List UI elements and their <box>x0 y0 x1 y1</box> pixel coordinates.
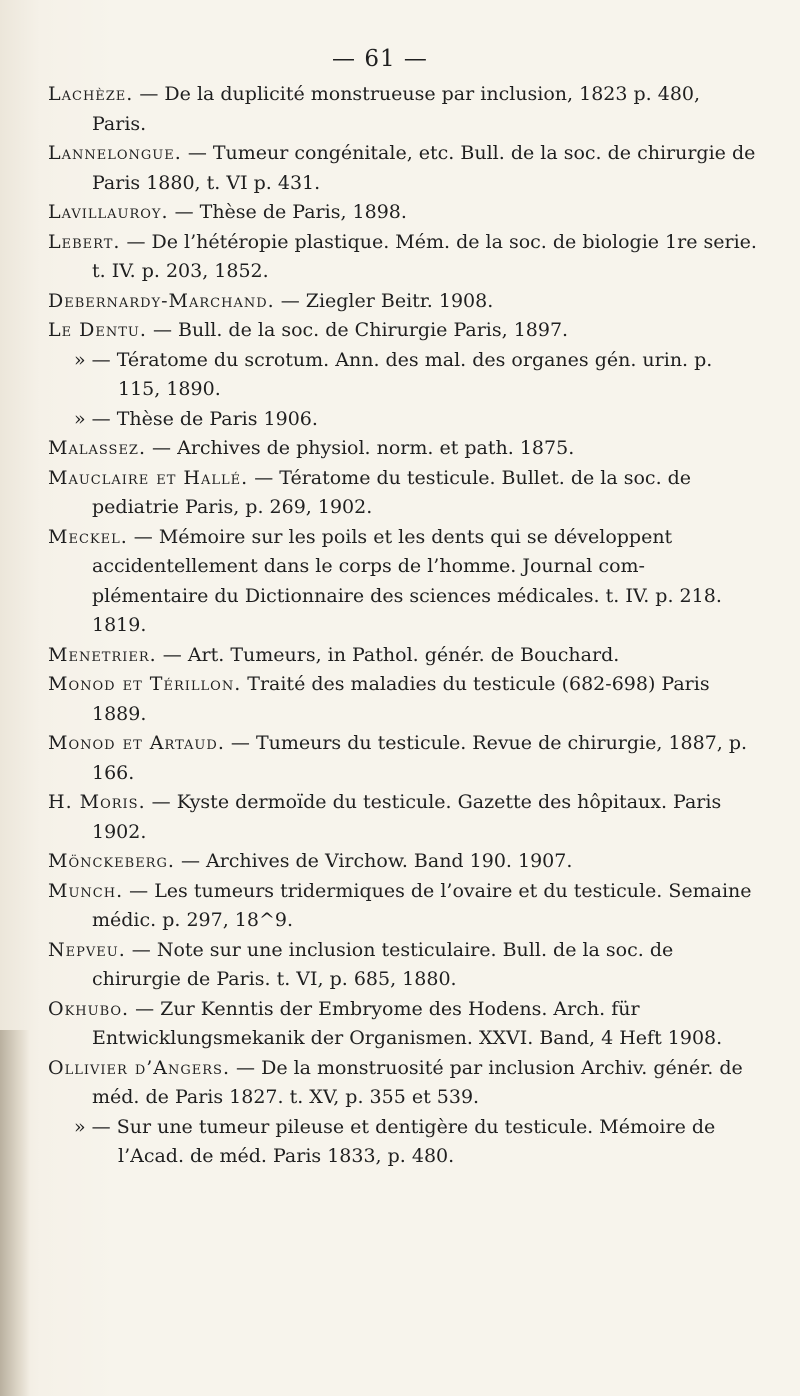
entry-text: — Tératome du scrotum. Ann. des mal. des organes gén. urin. p. 115, 1890. <box>85 348 713 400</box>
entry-text: — De la duplicité monstrueuse par inclusion, 1823 p. 480, Paris. <box>92 83 701 135</box>
entry-text: — Tératome du testicule. Bullet. de la soc. de pediatrie Paris, p. 269, 1902. <box>92 466 692 518</box>
page-number: — 61 — <box>332 46 428 72</box>
entry-author: Okhubo. <box>48 997 130 1020</box>
entry-author: Le Dentu. <box>48 319 147 341</box>
entry-text: — Sur une tumeur pileuse et dentigère du testicule. Mémoire de l’Acad. de méd. Paris 1833, p. 480. <box>85 1115 716 1167</box>
entry-text: — Note sur une inclusion testiculaire. Bull. de la soc. de chirurgie de Paris. t. VI, p. 685, 1880. <box>92 938 674 990</box>
entry-author: Lachèze. <box>48 83 134 105</box>
bibliography-list <box>48 80 760 1172</box>
entry-text: — Zur Kenntis der Embryome des Hodens. Arch. für Entwicklungsmekanik der Organismen. XXVI. Band, 4 Heft 1908. <box>92 997 723 1049</box>
entry-text: — Archives de Virchow. Band 190. 1907. <box>174 850 573 872</box>
bibliography-entry <box>48 405 760 435</box>
bibliography-entry <box>48 346 760 405</box>
bibliography-entry <box>48 198 760 228</box>
entry-text: — Mémoire sur les poils et les dents qui se développent accidentellement dans le corps de l’homme. Journal com- plémentaire du Dictionnaire des sciences médicales. t. IV. p. 218. 1819. <box>92 525 722 636</box>
entry-author: Mönckeberg. <box>48 850 175 872</box>
entry-author: Malassez. <box>48 437 147 459</box>
entry-author: Ollivier d’Angers. <box>48 1056 230 1079</box>
bibliography-entry <box>48 936 760 995</box>
entry-text: — Thèse de Paris, 1898. <box>168 201 407 223</box>
bibliography-entry <box>48 877 760 936</box>
entry-text: Traité des maladies du testicule (682-698) Paris 1889. <box>92 673 710 725</box>
bibliography-entry <box>48 1113 760 1172</box>
entry-author: H. Moris. <box>48 791 146 813</box>
entry-text: — Tumeur congénitale, etc. Bull. de la soc. de chirurgie de Paris 1880, t. VI p. 431. <box>92 142 756 194</box>
entry-ditto-mark: » <box>74 348 86 371</box>
bibliography-entry <box>48 434 760 464</box>
entry-text: — Art. Tumeurs, in Pathol. génér. de Bouchard. <box>156 643 620 666</box>
bibliography-entry <box>48 228 760 287</box>
bibliography-entry <box>48 847 760 877</box>
entry-author: Munch. <box>48 879 124 902</box>
bibliography-entry <box>48 995 760 1054</box>
bibliography-entry <box>48 139 760 198</box>
entry-author: Lebert. <box>48 230 121 253</box>
bibliography-entry <box>48 670 760 729</box>
bibliography-entry <box>48 788 760 847</box>
entry-text: — Bull. de la soc. de Chirurgie Paris, 1897. <box>146 319 569 341</box>
bibliography-entry <box>48 316 760 346</box>
entry-text: — Thèse de Paris 1906. <box>85 407 318 430</box>
bibliography-entry <box>48 641 760 671</box>
bibliography-entry <box>48 464 760 523</box>
bibliography-entry <box>48 523 760 641</box>
entry-text: — Ziegler Beitr. 1908. <box>274 289 494 312</box>
entry-text: — De l’hétéropie plastique. Mém. de la soc. de biologie 1re serie. t. IV. p. 203, 1852. <box>92 230 757 282</box>
bibliography-entry <box>48 729 760 788</box>
entry-text: — De la monstruosité par inclusion Archiv. génér. de méd. de Paris 1827. t. XV, p. 355 et 539. <box>92 1056 743 1108</box>
bibliography-entry <box>48 80 760 139</box>
entry-author: Menetrier. <box>48 643 157 666</box>
entry-author: Meckel. <box>48 525 128 548</box>
entry-author: Lannelongue. <box>48 142 182 164</box>
entry-author: Nepveu. <box>48 938 126 961</box>
bibliography-entry <box>48 287 760 317</box>
entry-text: — Les tumeurs tridermiques de l’ovaire et du testicule. Semaine médic. p. 297, 18^9. <box>92 879 752 931</box>
entry-author: Debernardy-Marchand. <box>48 289 275 312</box>
entry-ditto-mark: » <box>74 1115 86 1138</box>
entry-author: Lavillauroy. <box>48 201 169 223</box>
bibliography-entry <box>48 1054 760 1113</box>
entry-author: Mauclaire et Hallé. <box>48 466 249 489</box>
entry-text: — Kyste dermoïde du testicule. Gazette des hôpitaux. Paris 1902. <box>92 791 722 843</box>
entry-text: — Tumeurs du testicule. Revue de chirurgie, 1887, p. 166. <box>92 732 748 784</box>
entry-author: Monod et Artaud. <box>48 732 225 754</box>
entry-ditto-mark: » <box>74 407 86 430</box>
entry-text: — Archives de physiol. norm. et path. 1875. <box>146 437 575 459</box>
entry-author: Monod et Térillon. <box>48 673 242 695</box>
page-binding-shadow <box>0 1030 30 1396</box>
